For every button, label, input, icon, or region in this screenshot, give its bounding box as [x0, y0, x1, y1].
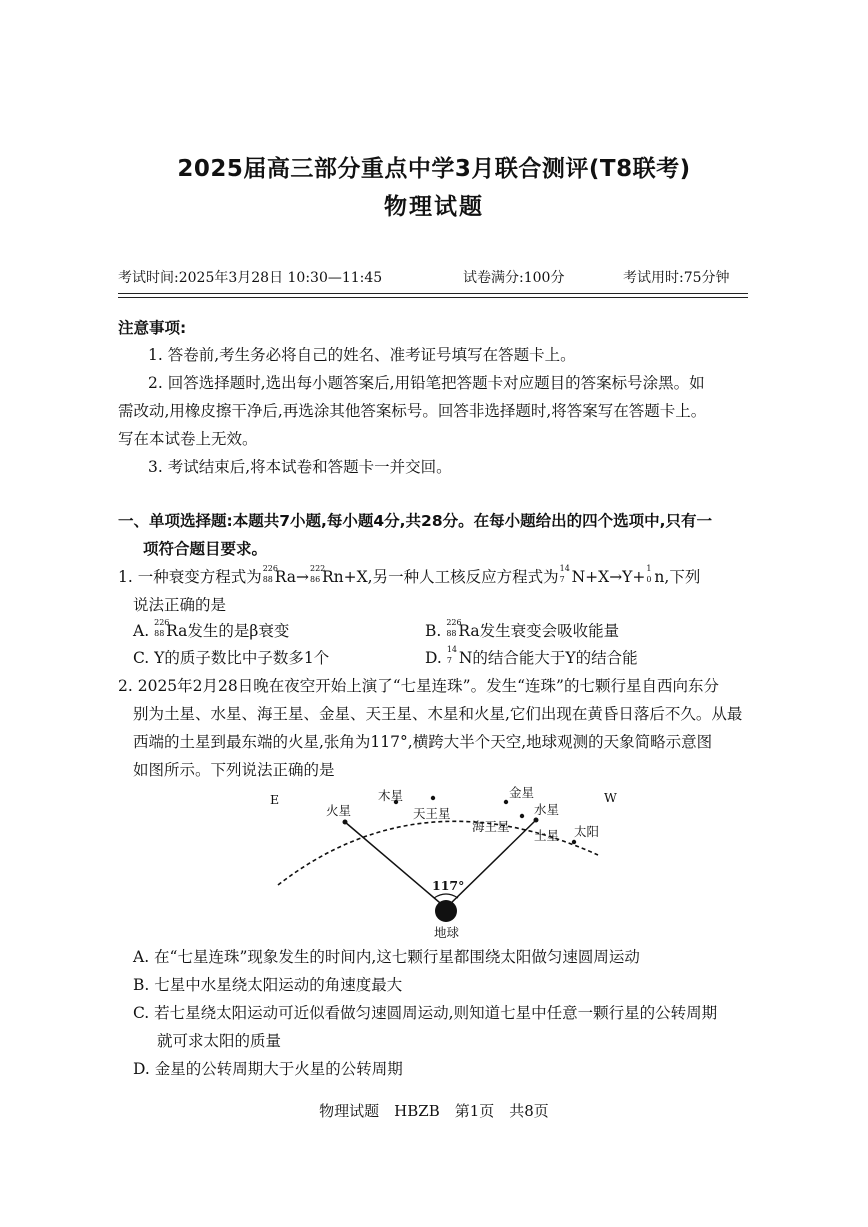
n-atomic-number: 7 — [446, 656, 452, 665]
section-1-heading-cont: 项符合题目要求。 — [143, 540, 268, 558]
header-rule — [118, 293, 748, 294]
q1-option-c: C. Y的质子数比中子数多1个 — [133, 649, 330, 667]
mercury-label: 水星 — [534, 802, 560, 817]
question-2-stem-1: 2. 2025年2月28日晚在夜空开始上演了“七星连珠”。发生“连珠”的七颗行星自西向东分 — [118, 677, 719, 695]
ra-mass-number: 226 — [262, 564, 278, 573]
sun-label: 太阳 — [574, 824, 600, 839]
option-d-label: D. — [425, 649, 442, 667]
ra-mass-number: 226 — [154, 618, 170, 627]
uranus-label: 天王星 — [413, 806, 451, 821]
sun-dot — [572, 840, 576, 844]
neutron-symbol: n — [654, 568, 665, 586]
venus-label: 金星 — [509, 785, 535, 800]
header-rule-thin — [118, 297, 748, 298]
mars-label: 火星 — [326, 803, 352, 818]
neptune-label: 海王星 — [472, 819, 510, 834]
q2-option-c: C. 若七星绕太阳运动可近似看做匀速圆周运动,则知道七星中任意一颗行星的公转周期 — [133, 1004, 718, 1022]
neptune-dot — [520, 814, 524, 818]
q1-text-1: 1. 一种衰变方程式为 — [118, 568, 262, 586]
option-b-label: B. — [425, 622, 442, 640]
question-2-stem-2: 别为土星、水星、海王星、金星、天王星、木星和火星,它们出现在黄昏日落后不久。从最 — [133, 705, 743, 723]
q1-text-3: +X→Y+ — [585, 568, 646, 586]
q2-option-c-cont: 就可求太阳的质量 — [157, 1032, 282, 1050]
ra-symbol: Ra — [458, 622, 480, 640]
east-label: E — [270, 792, 280, 807]
n-mass-number: 14 — [559, 564, 570, 573]
jupiter-label: 木星 — [378, 788, 404, 803]
option-b-text: 发生衰变会吸收能量 — [479, 622, 620, 640]
ra-atomic-number: 88 — [154, 629, 165, 638]
uranus-dot — [431, 796, 435, 800]
question-2-stem-3: 西端的土星到最东端的火星,张角为117°,横跨大半个天空,地球观测的天象简略示意图 — [133, 733, 713, 751]
venus-dot — [504, 800, 508, 804]
q1-option-b — [425, 618, 620, 641]
option-d-text: 的结合能大于Y的结合能 — [472, 649, 638, 667]
q2-option-a: A. 在“七星连珠”现象发生的时间内,这七颗行星都围绕太阳做匀速圆周运动 — [133, 948, 640, 966]
notice-item-2b: 需改动,用橡皮擦干净后,再选涂其他答案标号。回答非选择题时,将答案写在答题卡上。 — [118, 402, 707, 420]
q2-option-b: B. 七星中水星绕太阳运动的角速度最大 — [133, 976, 403, 994]
rn-mass-number: 222 — [310, 564, 326, 573]
neutron-atomic-number: 0 — [646, 575, 652, 584]
earth-label: 地球 — [434, 925, 460, 940]
notice-item-1: 1. 答卷前,考生务必将自己的姓名、准考证号填写在答题卡上。 — [148, 346, 576, 364]
angle-label: 117° — [432, 878, 465, 893]
q1-text-2: +X,另一种人工核反应方程式为 — [343, 568, 559, 586]
page-footer: 物理试题 HBZB 第1页 共8页 — [319, 1102, 549, 1120]
saturn-dot — [534, 818, 539, 823]
q1-option-d — [425, 645, 638, 668]
ra-atomic-number: 88 — [262, 575, 273, 584]
exam-duration: 考试用时:75分钟 — [623, 270, 730, 286]
q1-text-4: ,下列 — [664, 568, 701, 586]
ra-symbol: Ra — [166, 622, 188, 640]
exam-title: 2025届高三部分重点中学3月联合测评(T8联考) — [177, 156, 691, 182]
n-mass-number: 14 — [446, 645, 457, 654]
ra-mass-number: 226 — [446, 618, 462, 627]
ra-atomic-number: 88 — [446, 629, 457, 638]
ra-symbol: Ra — [274, 568, 296, 586]
west-label: W — [604, 790, 617, 805]
planet-alignment-diagram — [260, 780, 620, 940]
sight-line-mars — [345, 822, 446, 908]
question-1-stem-cont: 说法正确的是 — [133, 596, 227, 614]
neutron-mass-number: 1 — [646, 564, 652, 573]
question-2-stem-4: 如图所示。下列说法正确的是 — [133, 761, 335, 779]
notice-item-2c: 写在本试卷上无效。 — [118, 430, 258, 448]
option-a-text: 发生的是β衰变 — [187, 622, 290, 640]
section-1-heading: 一、单项选择题:本题共7小题,每小题4分,共28分。在每小题给出的四个选项中,只有一 — [118, 512, 713, 530]
rn-symbol: Rn — [322, 568, 344, 586]
option-a-label: A. — [133, 622, 150, 640]
q2-option-d: D. 金星的公转周期大于火星的公转周期 — [133, 1060, 403, 1078]
n-symbol: N — [458, 649, 473, 667]
decay-arrow: → — [296, 568, 309, 586]
exam-time: 考试时间:2025年3月28日 10:30—11:45 — [118, 270, 383, 286]
rn-atomic-number: 86 — [310, 575, 321, 584]
subject-title: 物理试题 — [384, 194, 484, 220]
notice-item-2a: 2. 回答选择题时,选出每小题答案后,用铅笔把答题卡对应题目的答案标号涂黑。如 — [148, 374, 705, 392]
mars-dot — [343, 820, 348, 825]
n-atomic-number: 7 — [559, 575, 565, 584]
notice-heading: 注意事项: — [118, 319, 187, 337]
question-1-stem — [118, 564, 701, 587]
angle-arc — [434, 894, 458, 898]
earth-icon — [435, 900, 457, 922]
n-symbol: N — [571, 568, 586, 586]
full-score: 试卷满分:100分 — [463, 270, 565, 286]
notice-item-3: 3. 考试结束后,将本试卷和答题卡一并交回。 — [148, 458, 452, 476]
q1-option-a — [133, 618, 290, 641]
saturn-label: 土星 — [534, 828, 560, 843]
